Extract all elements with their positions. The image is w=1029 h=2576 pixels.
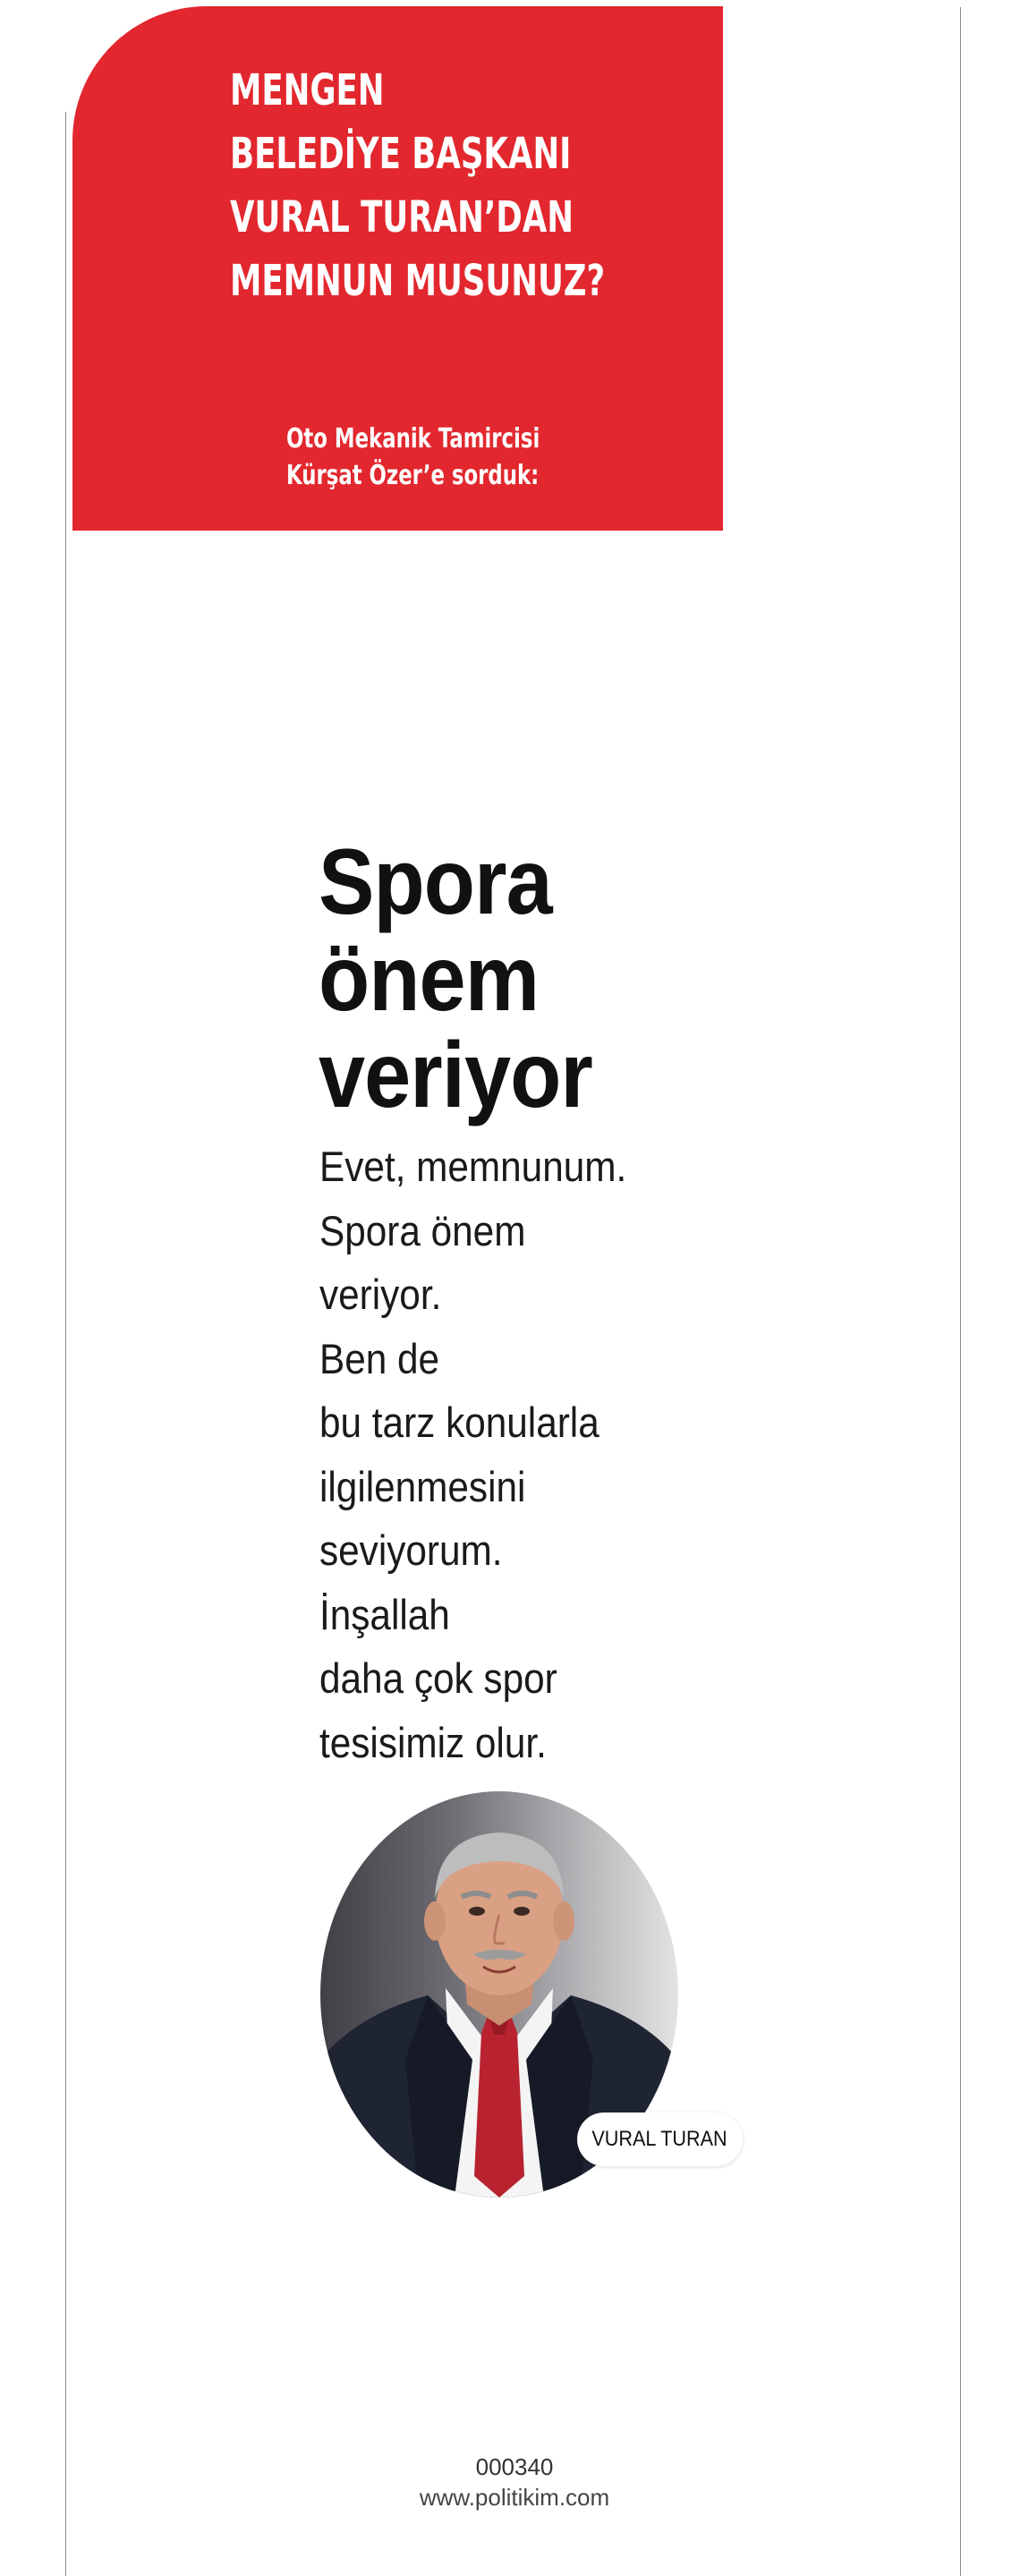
red-tie <box>474 2013 524 2198</box>
interviewee-caption <box>286 421 540 494</box>
answer-line: daha çok spor <box>319 1654 557 1702</box>
article-title-line: veriyor <box>319 1024 592 1127</box>
interview-answer <box>319 1135 626 1774</box>
article-title-line: Spora <box>319 830 552 934</box>
answer-line: bu tarz konularla <box>319 1399 600 1446</box>
right-eye <box>514 1907 530 1916</box>
answer-line: tesisimiz olur. <box>319 1718 547 1766</box>
answer-line: Evet, memnunum. <box>319 1143 627 1190</box>
headline-line: MEMNUN MUSUNUZ? <box>230 256 606 306</box>
right-border-line <box>960 7 961 2576</box>
answer-line: seviyorum. <box>319 1526 503 1574</box>
article-title <box>319 830 592 1127</box>
right-ear <box>553 1901 574 1941</box>
footer-url[interactable]: www.politikim.com <box>419 2484 610 2511</box>
article-title-line: önem <box>319 927 540 1031</box>
headline <box>230 59 606 313</box>
name-label-text: VURAL TURAN <box>591 2127 728 2151</box>
left-border-line <box>65 112 66 2576</box>
answer-line: İnşallah <box>319 1590 450 1638</box>
interviewee-line: Kürşat Özer’e sorduk: <box>286 460 540 491</box>
headline-line: VURAL TURAN’DAN <box>230 192 574 242</box>
interviewee-line: Oto Mekanik Tamircisi <box>286 423 540 455</box>
left-eye <box>469 1907 485 1916</box>
answer-line: Ben de <box>319 1334 440 1382</box>
answer-line: veriyor. <box>319 1271 442 1318</box>
footer-code: 000340 <box>475 2453 554 2480</box>
answer-line: ilgilenmesini <box>319 1462 526 1510</box>
answer-line: Spora önem <box>319 1206 526 1254</box>
name-label <box>577 2113 743 2166</box>
headline-line: BELEDİYE BAŞKANI <box>230 129 572 179</box>
headline-line: MENGEN <box>230 65 385 115</box>
left-ear <box>424 1901 446 1941</box>
